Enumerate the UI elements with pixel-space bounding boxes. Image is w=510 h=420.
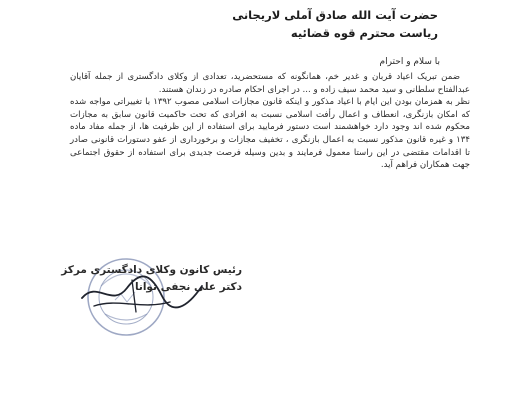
addressee-title: ریاست محترم قوه قضائیه [290, 26, 438, 40]
letter-body [70, 71, 470, 172]
signatory-title: رئیس کانون وکلای دادگستری مرکز [61, 264, 242, 276]
salutation: با سلام و احترام [379, 57, 440, 67]
body-paragraph: ضمن تبریک اعیاد قربان و غدیر خم، همانگونه که مستحضرید، تعدادی از وکلای دادگستری از جمله آقایان عبدالفتاح سلطانی و سید محمد سیف زاده و ... در اجرای احکام صادره در زندان هستند. [70, 72, 470, 95]
handwritten-signature [72, 268, 212, 324]
body-paragraph: نظر به همزمان بودن این ایام با اعیاد مذکور و اینکه قانون مجازات اسلامی مصوب ۱۳۹۲ با تغییراتی مواجه شده که امکان بازنگری، انعطاف و اعمال رأفت اسلامی نسبت به افرادی که تحت حاکمیت قانون سابق به مجازات محکوم شده اند وجود دارد خواهشمند است دستور فرمایید برای استفاده از این ظرفیت ها، از جمله مفاد ماده ۱۳۴ و غیره قانون مذکور نسبت به اعمال بازنگری ، تخفیف مجازات و برخورداری از عفو دستورات قانونی صادر تا اقدامات مقتضی در این راستا معمول فرمایند و بدین وسیله فرصت جدیدی برای استفاده از حقوق اجتماعی جهت همکاران فراهم آید. [70, 97, 470, 171]
signatory-name: دکتر علی نجفی توانا [134, 281, 242, 293]
addressee-name: حضرت آیت الله صادق آملی لاریجانی [232, 8, 438, 22]
